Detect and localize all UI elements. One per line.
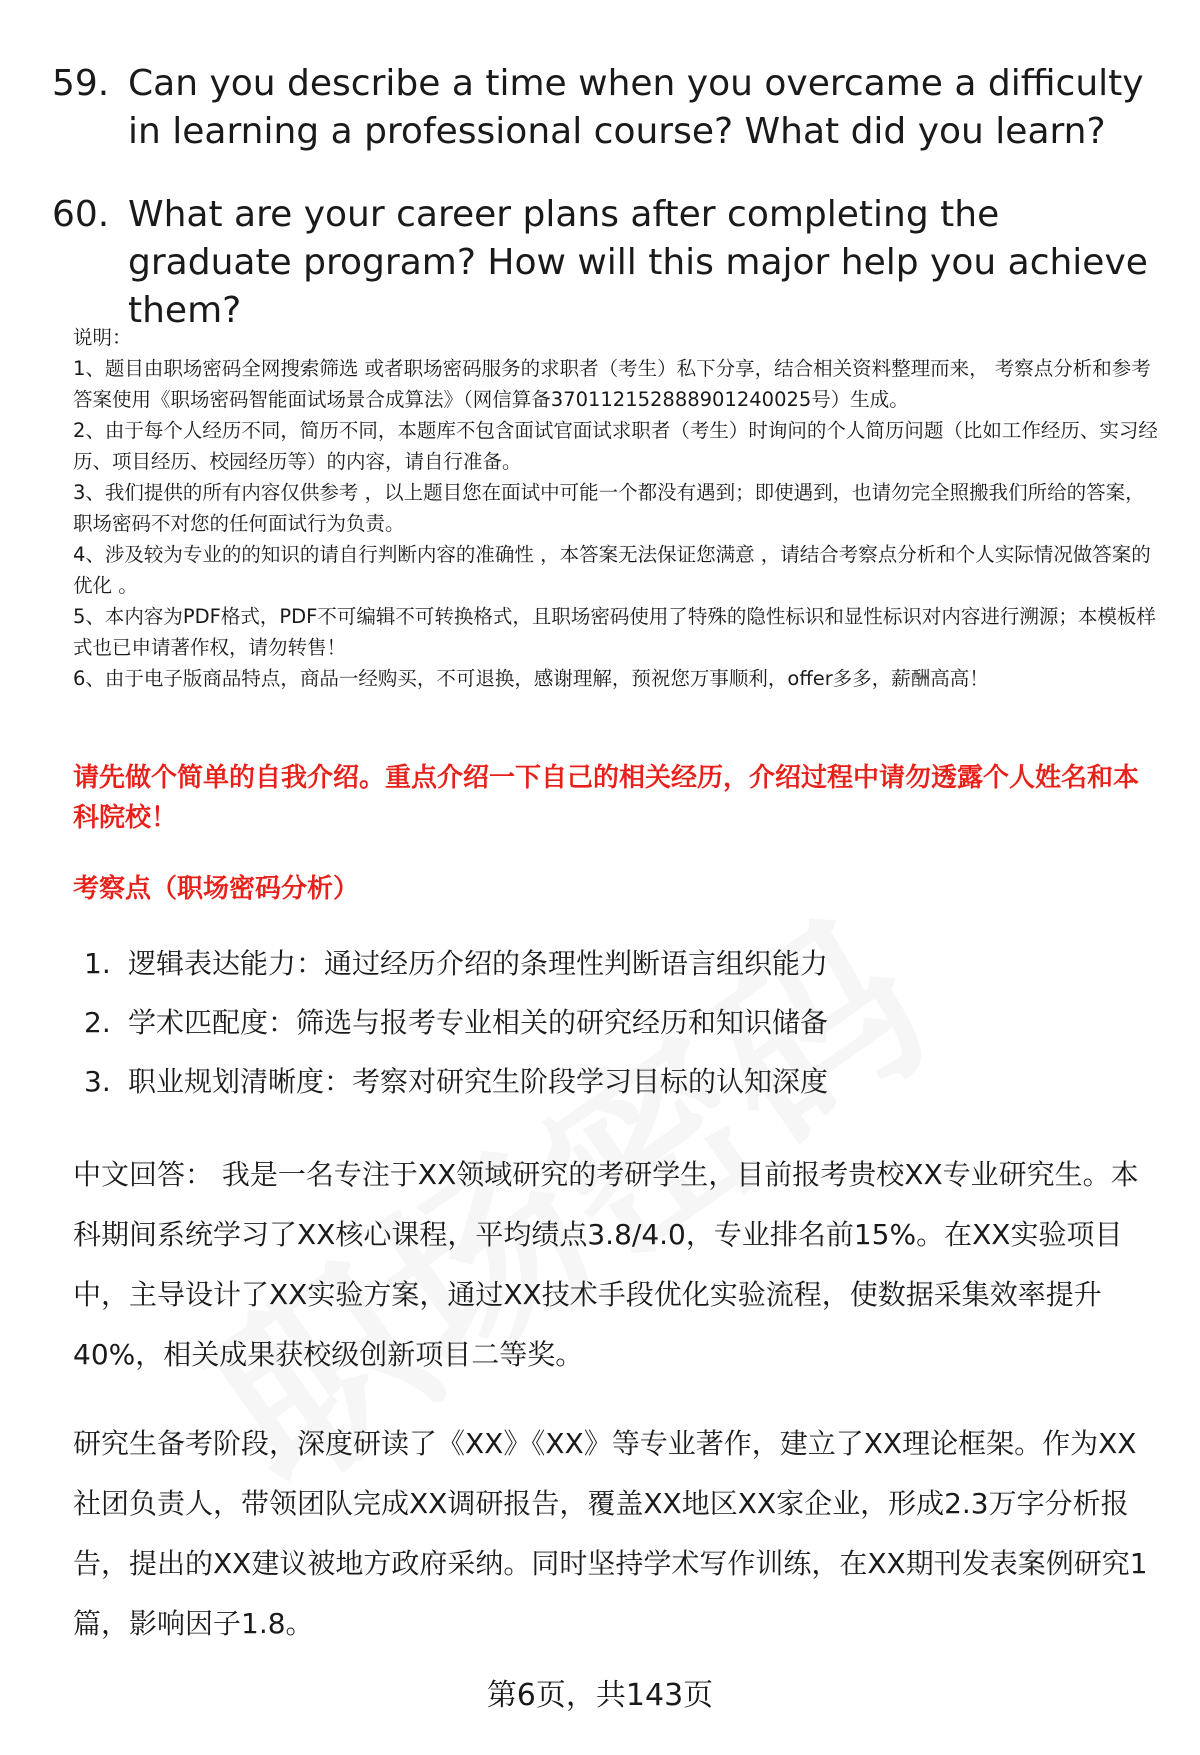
point-number: 3. xyxy=(84,1065,111,1098)
analysis-point xyxy=(84,1003,1084,1062)
note-item: 4、涉及较为专业的的知识的请自行判断内容的准确性 ，本答案无法保证您满意 ，请结合考察点分析和个人实际情况做答案的优化 。 xyxy=(73,543,1151,597)
analysis-heading: 考察点（职场密码分析） xyxy=(73,874,360,904)
note-item: 1、题目由职场密码全网搜索筛选 或者职场密码服务的求职者（考生）私下分享，结合相关资料整理而来， 考察点分析和参考答案使用《职场密码智能面试场景合成算法》（网信算备370112152888901240025号）生成。 xyxy=(73,357,1151,411)
answer-paragraph-2: 研究生备考阶段，深度研读了《XX》《XX》等专业著作，建立了XX理论框架。作为XX社团负责人，带领团队完成XX调研报告，覆盖XX地区XX家企业，形成2.3万字分析报告，提出的XX建议被地方政府采纳。同时坚持学术写作训练，在XX期刊发表案例研究1篇，影响因子1.8。 xyxy=(73,1427,1148,1640)
page-footer: 第6页，共143页 xyxy=(486,1678,714,1713)
point-text: 学术匹配度：筛选与报考专业相关的研究经历和知识储备 xyxy=(128,1006,829,1039)
question-text: What are your career plans after completing the graduate program? How will this major help you achieve them? xyxy=(128,194,1148,331)
point-text: 逻辑表达能力：通过经历介绍的条理性判断语言组织能力 xyxy=(128,947,829,980)
disclaimer-notes xyxy=(73,322,1163,694)
analysis-point xyxy=(84,1062,1084,1121)
interview-question-title: 请先做个简单的自我介绍。重点介绍一下自己的相关经历，介绍过程中请勿透露个人姓名和本科院校！ xyxy=(73,763,1140,833)
note-item: 3、我们提供的所有内容仅供参考 ，以上题目您在面试中可能一个都没有遇到；即使遇到，也请勿完全照搬我们所给的答案，职场密码不对您的任何面试行为负责。 xyxy=(73,481,1145,535)
point-text: 职业规划清晰度：考察对研究生阶段学习目标的认知深度 xyxy=(128,1065,829,1098)
notes-heading: 说明： xyxy=(73,326,132,349)
point-number: 1. xyxy=(84,947,111,980)
question-number: 59. xyxy=(52,63,110,104)
note-item: 5、本内容为PDF格式，PDF不可编辑不可转换格式，且职场密码使用了特殊的隐性标识和显性标识对内容进行溯源；本模板样式也已申请著作权，请勿转售！ xyxy=(73,605,1156,659)
analysis-point xyxy=(84,944,1084,1003)
point-number: 2. xyxy=(84,1006,111,1039)
analysis-points-list xyxy=(84,944,1084,1121)
answer-paragraph-1: 中文回答： 我是一名专注于XX领域研究的考研学生，目前报考贵校XX专业研究生。本科期间系统学习了XX核心课程，平均绩点3.8/4.0，专业排名前15%。在XX实验项目中，主导设计了XX实验方案，通过XX技术手段优化实验流程，使数据采集效率提升40%，相关成果获校级创新项目二等奖。 xyxy=(73,1158,1139,1371)
question-text: Can you describe a time when you overcame a difficulty in learning a professional course? What did you learn? xyxy=(128,63,1144,152)
note-item: 2、由于每个人经历不同，简历不同，本题库不包含面试官面试求职者（考生）时询问的个人简历问题（比如工作经历、实习经历、项目经历、校园经历等）的内容，请自行准备。 xyxy=(73,419,1158,473)
note-item: 6、由于电子版商品特点，商品一经购买，不可退换，感谢理解，预祝您万事顺利，offer多多，薪酬高高！ xyxy=(73,667,989,690)
question-number: 60. xyxy=(52,194,110,235)
